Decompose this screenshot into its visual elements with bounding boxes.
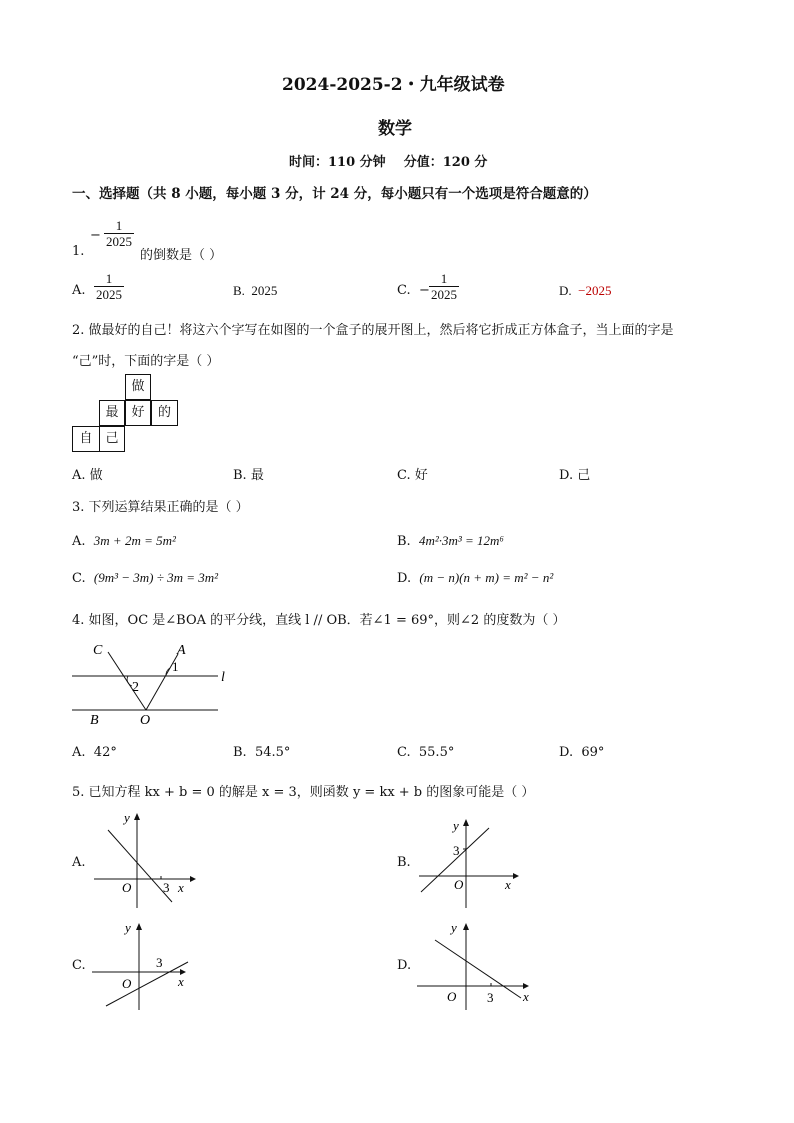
option-c — [397, 464, 428, 483]
option-label: C. — [72, 571, 86, 586]
fraction-numerator: 1 — [105, 271, 113, 286]
option-text: 69° — [581, 745, 605, 760]
function-line — [106, 962, 188, 1006]
option-text: (9m³ − 3m) ÷ 3m = 3m² — [93, 570, 219, 585]
option-text: 2025 — [251, 283, 278, 298]
question-text: 的倒数是（ ） — [140, 248, 223, 263]
option-text: 3m + 2m = 5m² — [93, 533, 176, 548]
x-label: x — [178, 880, 184, 895]
x-axis-arrow — [513, 873, 519, 879]
graph-a — [88, 810, 198, 910]
option-a — [72, 745, 117, 760]
tick-3-label: 3 — [156, 955, 163, 970]
fraction-sign: − — [419, 283, 430, 298]
option-text: 己 — [577, 468, 591, 483]
graph-d — [413, 914, 538, 1014]
y-label: y — [125, 920, 131, 935]
option-text: 54.5° — [254, 745, 291, 760]
label-1: 1 — [172, 659, 179, 674]
option-label: A. — [72, 468, 86, 483]
subject-title: 数学 — [378, 119, 412, 139]
fraction-denominator: 2025 — [106, 234, 132, 249]
y-label: y — [453, 818, 459, 833]
option-label: A. — [72, 283, 86, 298]
origin-label: O — [447, 989, 457, 1004]
option-text: 最 — [250, 468, 264, 483]
tick-3-label: 3 — [487, 990, 494, 1005]
option-text: 做 — [89, 468, 103, 483]
question-2-line1: 2. 做最好的自己！将这六个字写在如图的一个盒子的展开图上，然后将它折成正方体盒子，当上面的字是 — [72, 323, 674, 338]
net-cell: 做 — [125, 374, 151, 400]
option-label: D. — [559, 745, 574, 760]
graph-b — [413, 812, 523, 912]
origin-label: O — [454, 877, 464, 892]
option-text: 4m²·3m³ = 12m⁶ — [418, 533, 504, 548]
label-o: O — [140, 713, 151, 728]
label-c: C — [93, 643, 103, 658]
option-label: A. — [72, 745, 86, 760]
fraction-denominator: 2025 — [431, 287, 457, 302]
fraction — [429, 271, 459, 302]
origin-label: O — [122, 880, 132, 895]
option-a — [72, 533, 176, 549]
tick-3-label: 3 — [163, 880, 170, 895]
label-l: l — [221, 670, 225, 685]
question-2-line2: “己”时，下面的字是（ ） — [72, 354, 220, 369]
fraction-numerator: 1 — [115, 218, 123, 233]
option-a-label: A. — [72, 855, 86, 870]
exam-title: 2024-2025-2・九年级试卷 — [282, 75, 505, 95]
y-axis-arrow — [134, 813, 140, 820]
option-label: C. — [397, 283, 411, 298]
option-label: A. — [72, 534, 86, 549]
x-axis-arrow — [190, 876, 196, 882]
exam-meta: 时间：110 分钟 分值：120 分 — [289, 155, 488, 170]
option-label: B. — [233, 283, 245, 298]
option-text: 好 — [414, 468, 428, 483]
option-label: B. — [397, 534, 411, 549]
option-text: 55.5° — [418, 745, 455, 760]
y-axis-arrow — [463, 923, 469, 930]
option-label: B. — [233, 468, 247, 483]
label-a: A — [177, 643, 186, 658]
option-text: (m − n)(n + m) = m² − n² — [419, 570, 554, 585]
option-b — [233, 745, 290, 760]
origin-label: O — [122, 976, 132, 991]
option-d-label: D. — [397, 958, 412, 973]
question-5: 5. 已知方程 kx + b = 0 的解是 x = 3，则函数 y = kx + b 的图象可能是（ ） — [72, 785, 535, 800]
tick-3-label: 3 — [453, 843, 460, 858]
x-label: x — [178, 974, 184, 989]
label-b: B — [90, 713, 99, 728]
y-label: y — [124, 810, 130, 825]
option-label: C. — [397, 468, 411, 483]
net-cell: 己 — [99, 426, 125, 452]
fraction-sign: − — [90, 228, 101, 243]
fraction — [94, 271, 124, 302]
option-c — [397, 745, 454, 760]
net-cell: 的 — [151, 400, 178, 426]
net-cell: 好 — [125, 400, 151, 426]
option-b — [233, 464, 264, 483]
option-c — [72, 570, 218, 586]
fraction — [104, 218, 134, 249]
question-3: 3. 下列运算结果正确的是（ ） — [72, 500, 249, 515]
x-label: x — [523, 989, 529, 1004]
option-c-label: C. — [72, 958, 86, 973]
option-label: C. — [397, 745, 411, 760]
y-label: y — [451, 920, 457, 935]
option-d — [559, 464, 590, 483]
option-b-label: B. — [397, 855, 411, 870]
option-text: 42° — [93, 745, 117, 760]
option-b — [397, 533, 504, 549]
graph-c — [88, 914, 198, 1014]
option-d — [559, 745, 604, 760]
fraction-numerator: 1 — [440, 271, 448, 286]
option-d — [559, 283, 611, 299]
net-cell: 最 — [99, 400, 125, 426]
option-label: D. — [559, 468, 574, 483]
question-4: 4. 如图，OC 是∠BOA 的平分线，直线 l // OB．若∠1 = 69°，则∠2 的度数为（ ） — [72, 613, 566, 628]
option-text: −2025 — [578, 283, 612, 298]
option-b — [233, 283, 277, 299]
option-d — [397, 570, 553, 586]
net-cell: 自 — [72, 426, 100, 452]
option-label: D. — [397, 571, 412, 586]
option-a — [72, 464, 103, 483]
y-axis-arrow — [136, 923, 142, 930]
label-2: 2 — [132, 680, 139, 695]
option-label: D. — [559, 283, 572, 298]
section-heading: 一、选择题（共 8 小题，每小题 3 分，计 24 分，每小题只有一个选项是符合题意的） — [72, 186, 597, 202]
x-label: x — [505, 877, 511, 892]
y-axis-arrow — [463, 819, 469, 826]
fraction-denominator: 2025 — [96, 287, 122, 302]
option-label: B. — [233, 745, 247, 760]
angle-figure — [66, 636, 236, 728]
question-number: 1. — [72, 244, 85, 259]
